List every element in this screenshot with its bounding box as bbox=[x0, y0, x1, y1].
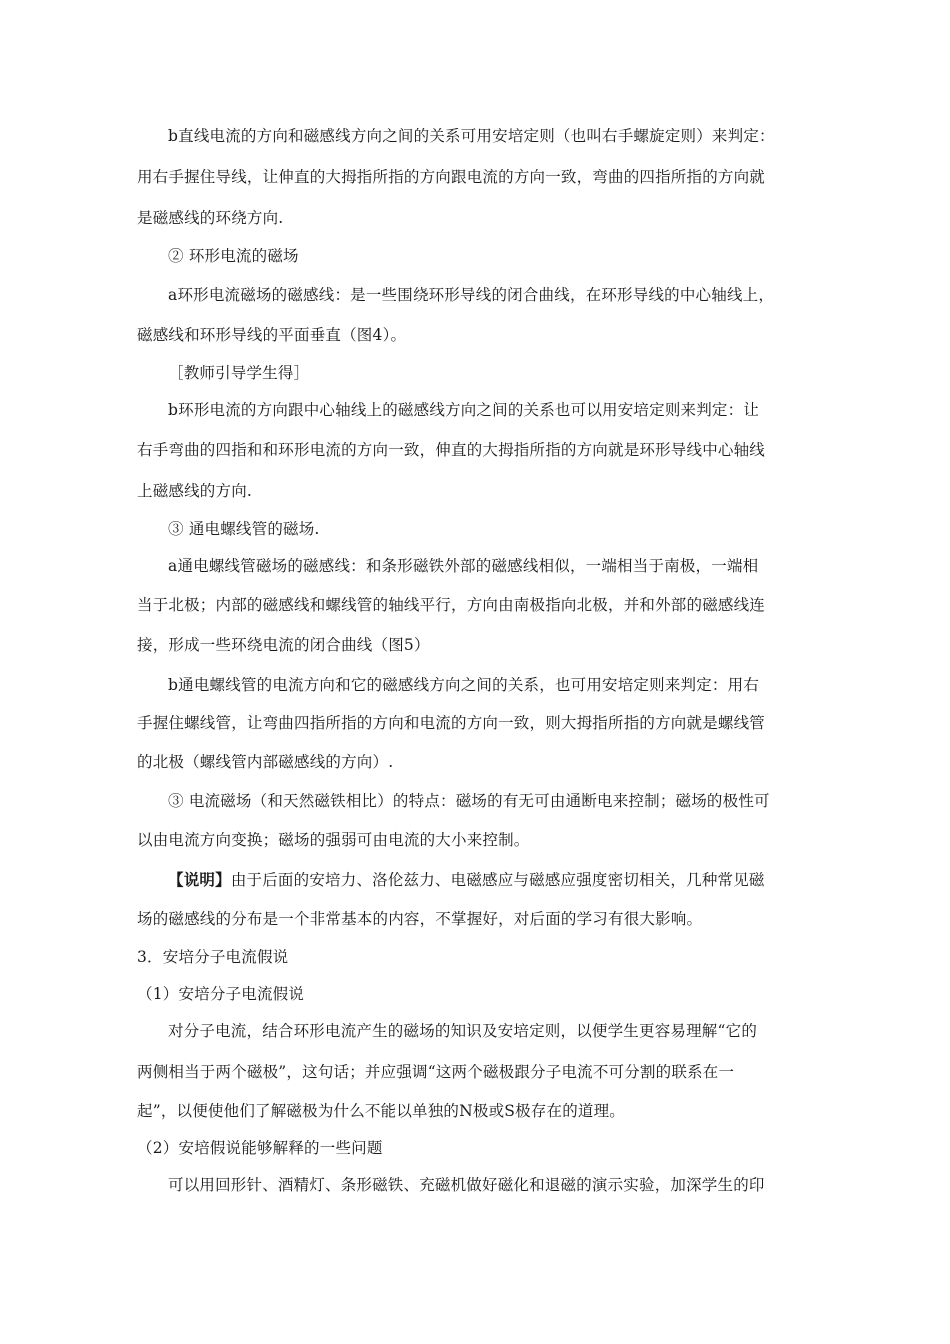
paragraph-line: b通电螺线管的电流方向和它的磁感线方向之间的关系，也可用安培定则来判定：用右 bbox=[168, 676, 760, 694]
paragraph-line: b直线电流的方向和磁感线方向之间的关系可用安培定则（也叫右手螺旋定则）来判定： bbox=[168, 127, 775, 145]
note-line bbox=[168, 869, 765, 891]
subsection-heading: （2）安培假说能够解释的一些问题 bbox=[137, 1139, 383, 1157]
paragraph-line: 的北极（螺线管内部磁感线的方向）. bbox=[137, 753, 394, 771]
note-label: 【说明】 bbox=[168, 870, 231, 889]
paragraph-line: 是磁感线的环绕方向. bbox=[137, 209, 284, 227]
paragraph-line: 场的磁感线的分布是一个非常基本的内容，不掌握好，对后面的学习有很大影响。 bbox=[137, 910, 703, 928]
paragraph-line: ③ 电流磁场（和天然磁铁相比）的特点：磁场的有无可由通断电来控制；磁场的极性可 bbox=[168, 792, 770, 810]
paragraph-line: 两侧相当于两个磁极”，这句话；并应强调“这两个磁极跟分子电流不可分割的联系在一 bbox=[137, 1063, 735, 1081]
section-heading: ③ 通电螺线管的磁场. bbox=[168, 520, 320, 538]
paragraph-line: 手握住螺线管，让弯曲四指所指的方向和电流的方向一致，则大拇指所指的方向就是螺线管 bbox=[137, 714, 766, 732]
paragraph-line: 接，形成一些环绕电流的闭合曲线（图5） bbox=[137, 636, 430, 654]
paragraph-line: 以由电流方向变换；磁场的强弱可由电流的大小来控制。 bbox=[137, 831, 530, 849]
paragraph-line: 可以用回形针、酒精灯、条形磁铁、充磁机做好磁化和退磁的演示实验，加深学生的印 bbox=[168, 1176, 765, 1194]
paragraph-line: b环形电流的方向跟中心轴线上的磁感线方向之间的关系也可以用安培定则来判定：让 bbox=[168, 401, 760, 419]
paragraph-line: ［教师引导学生得］ bbox=[168, 364, 310, 382]
paragraph-line: 用右手握住导线，让伸直的大拇指所指的方向跟电流的方向一致，弯曲的四指所指的方向就 bbox=[137, 168, 766, 186]
section-heading: ② 环形电流的磁场 bbox=[168, 247, 299, 265]
paragraph-line: a环形电流磁场的磁感线：是一些围绕环形导线的闭合曲线，在环形导线的中心轴线上， bbox=[168, 286, 775, 304]
paragraph-line: 当于北极；内部的磁感线和螺线管的轴线平行，方向由南极指向北极，并和外部的磁感线连 bbox=[137, 596, 766, 614]
section-heading: 3．安培分子电流假说 bbox=[137, 948, 289, 966]
paragraph-line: 起”，以便使他们了解磁极为什么不能以单独的N极或S极存在的道理。 bbox=[137, 1102, 626, 1120]
subsection-heading: （1）安培分子电流假说 bbox=[137, 985, 305, 1003]
paragraph-line: 右手弯曲的四指和和环形电流的方向一致，伸直的大拇指所指的方向就是环形导线中心轴线 bbox=[137, 441, 766, 459]
note-text: 由于后面的安培力、洛伦兹力、电磁感应与磁感应强度密切相关，几种常见磁 bbox=[230, 871, 765, 889]
paragraph-line: 磁感线和环形导线的平面垂直（图4）。 bbox=[137, 326, 407, 344]
paragraph-line: a通电螺线管磁场的磁感线：和条形磁铁外部的磁感线相似，一端相当于南极，一端相 bbox=[168, 557, 759, 575]
paragraph-line: 上磁感线的方向. bbox=[137, 482, 253, 500]
paragraph-line: 对分子电流，结合环形电流产生的磁场的知识及安培定则，以便学生更容易理解“它的 bbox=[168, 1022, 758, 1040]
